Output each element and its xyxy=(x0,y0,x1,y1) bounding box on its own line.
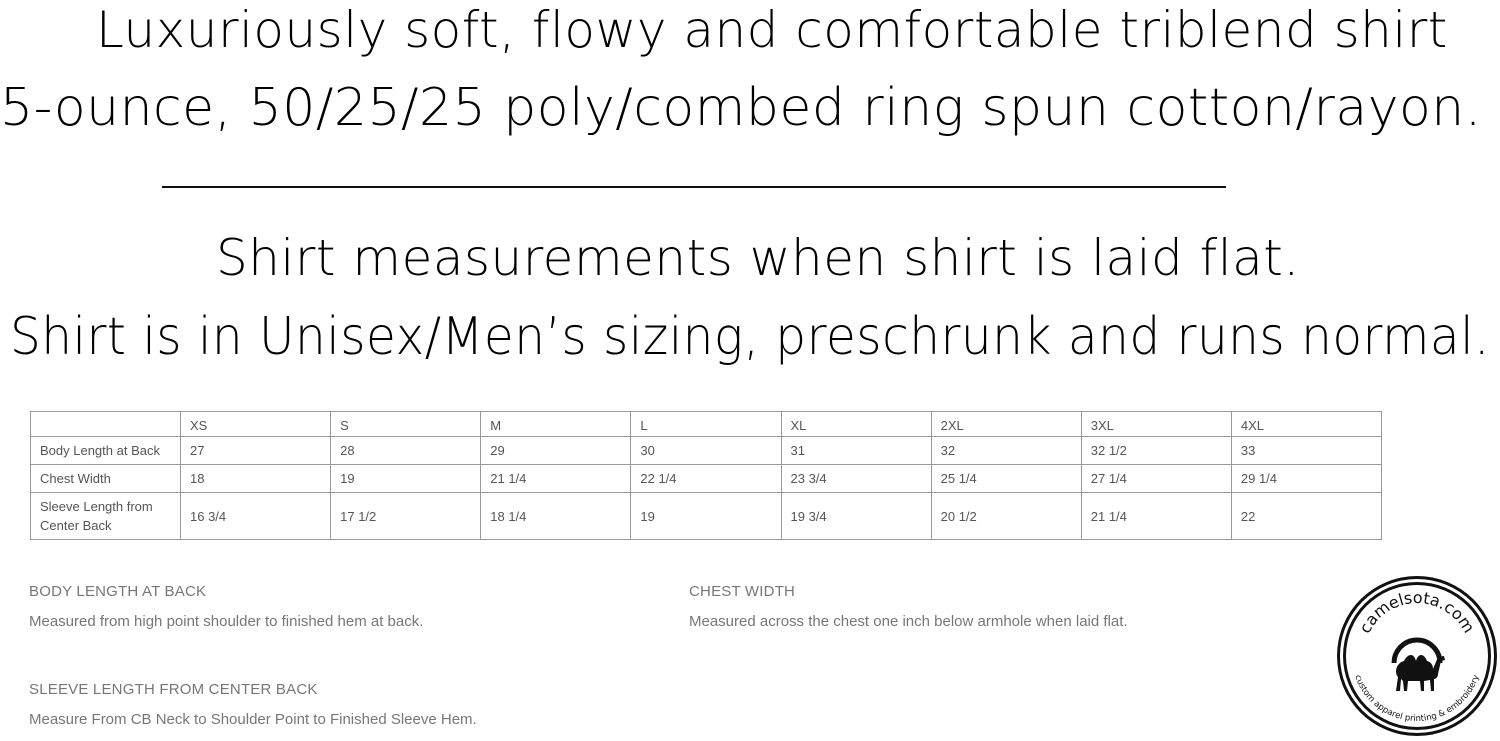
row-label: Body Length at Back xyxy=(31,437,181,465)
size-header: 2XL xyxy=(931,412,1081,437)
headline-measurements: Shirt measurements when shirt is laid flat. xyxy=(216,229,1300,287)
size-header: 3XL xyxy=(1081,412,1231,437)
row-label: Sleeve Length from Center Back xyxy=(31,493,181,540)
size-header: S xyxy=(331,412,481,437)
size-header: XS xyxy=(181,412,331,437)
table-cell: 16 3/4 xyxy=(181,493,331,540)
definition-text: Measured from high point shoulder to finished hem at back. xyxy=(29,613,424,630)
table-cell: 18 xyxy=(181,465,331,493)
table-cell: 25 1/4 xyxy=(931,465,1081,493)
table-cell: 19 xyxy=(631,493,781,540)
definition-chest-width xyxy=(689,583,1128,630)
row-label: Chest Width xyxy=(31,465,181,493)
size-header-row xyxy=(31,412,1382,437)
table-cell: 29 1/4 xyxy=(1231,465,1381,493)
table-cell: 22 xyxy=(1231,493,1381,540)
table-cell: 30 xyxy=(631,437,781,465)
table-cell: 20 1/2 xyxy=(931,493,1081,540)
table-cell: 21 1/4 xyxy=(1081,493,1231,540)
table-cell: 17 1/2 xyxy=(331,493,481,540)
table-cell: 21 1/4 xyxy=(481,465,631,493)
table-row xyxy=(31,437,1382,465)
table-cell: 22 1/4 xyxy=(631,465,781,493)
size-header: L xyxy=(631,412,781,437)
table-cell: 19 xyxy=(331,465,481,493)
table-cell: 28 xyxy=(331,437,481,465)
size-header: 4XL xyxy=(1231,412,1381,437)
table-cell: 33 xyxy=(1231,437,1381,465)
size-chart-table xyxy=(30,411,1382,540)
corner-cell xyxy=(31,412,181,437)
table-cell: 32 xyxy=(931,437,1081,465)
camelsota-logo xyxy=(1334,573,1500,739)
definition-body-length xyxy=(29,583,423,630)
table-cell: 27 xyxy=(181,437,331,465)
definition-sleeve-length xyxy=(29,681,477,728)
table-cell: 32 1/2 xyxy=(1081,437,1231,465)
headline-composition: 5-ounce, 50/25/25 poly/combed ring spun cotton/rayon. xyxy=(0,78,1482,138)
headline-fabric: Luxuriously soft, flowy and comfortable triblend shirt xyxy=(96,1,1448,59)
size-header: M xyxy=(481,412,631,437)
definition-title: CHEST WIDTH xyxy=(689,583,796,600)
table-cell: 23 3/4 xyxy=(781,465,931,493)
definition-text: Measured across the chest one inch below armhole when laid flat. xyxy=(689,613,1128,630)
table-cell: 27 1/4 xyxy=(1081,465,1231,493)
table-cell: 18 1/4 xyxy=(481,493,631,540)
table-cell: 19 3/4 xyxy=(781,493,931,540)
definition-title: SLEEVE LENGTH FROM CENTER BACK xyxy=(29,681,318,698)
table-cell: 31 xyxy=(781,437,931,465)
size-header: XL xyxy=(781,412,931,437)
table-row xyxy=(31,493,1382,540)
headline-sizing: Shirt is in Unisex/Men’s sizing, preschrunk and runs normal. xyxy=(10,307,1490,367)
table-cell: 29 xyxy=(481,437,631,465)
definition-text: Measure From CB Neck to Shoulder Point to Finished Sleeve Hem. xyxy=(29,711,477,728)
divider xyxy=(162,186,1226,188)
definition-title: BODY LENGTH AT BACK xyxy=(29,583,207,600)
logo-top-text: camelsota.com xyxy=(1355,587,1479,637)
logo-bottom-text: custom apparel printing & embroidery xyxy=(1352,673,1482,725)
table-row xyxy=(31,465,1382,493)
